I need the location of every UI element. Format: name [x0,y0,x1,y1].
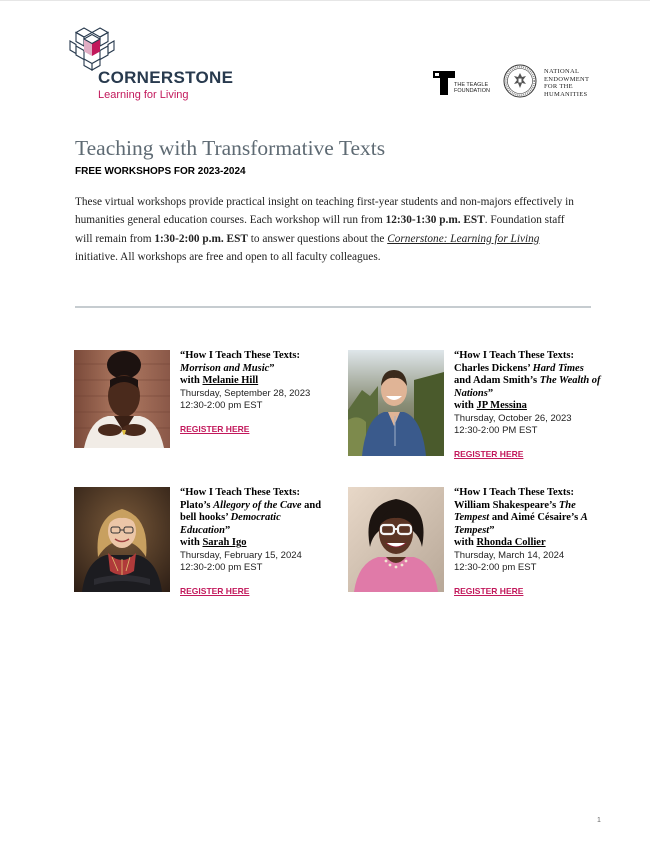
speaker-photo [348,487,444,592]
neh-wordmark: NATIONAL ENDOWMENT FOR THE HUMANITIES [544,68,590,98]
speaker-name: JP Messina [476,400,527,412]
speaker-photo [74,350,170,448]
workshop-info [454,487,604,599]
teagle-t-icon [432,70,456,96]
workshop-title: “How I Teach These Texts: Charles Dickens’ Hard Times and Adam Smith’s The Wealth of Nations” with JP Messina [454,350,601,412]
page-subtitle: FREE WORKSHOPS FOR 2023-2024 [75,166,246,177]
page-title: Teaching with Transformative Texts [75,136,386,160]
teagle-text: THE TEAGLE FOUNDATION [454,82,490,94]
teagle-foundation-logo [432,70,492,98]
staff-time: 1:30-2:00 p.m. EST [154,232,248,245]
speaker-name: Rhonda Collier [476,537,546,549]
workshop-date: Thursday, February 15, 2024 [180,549,302,561]
workshop-date: Thursday, March 14, 2024 [454,549,565,561]
page-number: 1 [597,817,601,824]
cornerstone-link[interactable]: Cornerstone: Learning for Living [387,232,540,245]
logo-tagline: Learning for Living [98,89,189,101]
workshop-time: 12:30-2:00 pm EST [180,562,263,574]
neh-seal-icon [503,64,537,98]
workshop-time: 12:30-2:00 pm EST [454,562,537,574]
cornerstone-cube-icon [68,26,116,72]
workshop-title: “How I Teach These Texts: William Shakespeare’s The Tempest and Aimé Césaire’s A Tempest” with Rhonda Collier [454,487,588,549]
register-link[interactable]: REGISTER HERE [180,585,250,596]
workshop-title: “How I Teach These Texts: Plato’s Allegory of the Cave and bell hooks’ Democratic Education” with Sarah Igo [180,487,322,549]
speaker-name: Sarah Igo [202,537,247,549]
workshop-info [180,487,330,599]
workshop-date: Thursday, October 26, 2023 [454,412,572,424]
workshop-date: Thursday, September 28, 2023 [180,387,311,399]
speaker-photo [74,487,170,592]
speaker-name: Melanie Hill [202,375,259,387]
workshop-time: 12:30-2:00 PM EST [454,425,538,437]
page-top-border [0,0,650,1]
intro-paragraph: These virtual workshops provide practical insight on teaching first-year students and non-majors effectively in humanities general education courses. Each workshop will run from 12:30-1:30 p.m. EST. Foundation staff will remain from 1:30-2:00 p.m. EST to answer questions about the Cornerstone: Learning for Living initiative. All workshops are free and open to all faculty colleagues. [75,196,574,263]
workshop-time: 12:30-2:00 pm EST [180,400,263,412]
section-divider [75,306,591,308]
workshop-info [454,350,604,462]
workshop-info [180,350,330,437]
workshop-title: “How I Teach These Texts: Morrison and Music” with Melanie Hill [180,350,300,387]
workshop-time: 12:30-1:30 p.m. EST [385,214,485,227]
logo-wordmark: CORNERSTONE [98,68,234,87]
speaker-photo [348,350,444,456]
register-link[interactable]: REGISTER HERE [180,423,250,434]
register-link[interactable]: REGISTER HERE [454,585,524,596]
register-link[interactable]: REGISTER HERE [454,448,524,459]
